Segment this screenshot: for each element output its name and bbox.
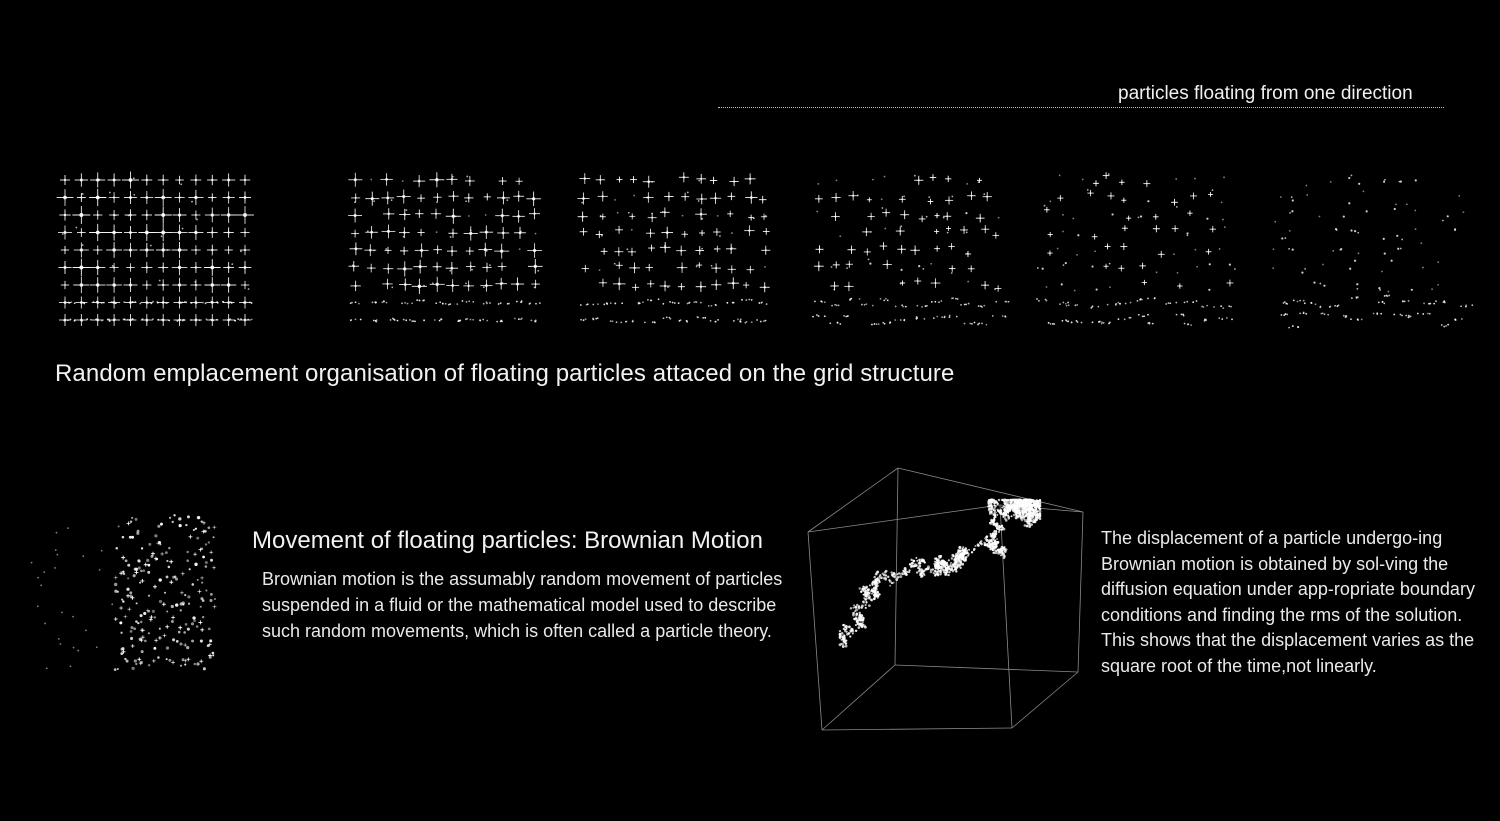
grid-stage-4: [812, 174, 1009, 325]
grid-stage-3: [577, 172, 770, 323]
brownian-motion-title: Movement of floating particles: Brownian Motion: [252, 527, 763, 554]
grid-stage-1: [57, 171, 254, 326]
grid-stage-2: [348, 172, 542, 322]
grid-caption: Random emplacement organisation of floating particles attaced on the grid structure: [55, 360, 955, 387]
direction-dotted-line: [718, 107, 1444, 108]
brownian-motion-description: Brownian motion is the assumably random movement of particles suspended in a fluid or the mathematical model used to describe such random movements, which is often called a particle theory.: [262, 569, 783, 641]
direction-label: particles floating from one direction: [1118, 83, 1413, 104]
grid-particle-sequence: [0, 150, 1500, 340]
displacement-description: The displacement of a particle undergo-ing Brownian motion is obtained by sol-ving the diffusion equation under app-ropriate boundary conditions and finding the rms of the solution. This shows that the displacement varies as the square root of the time,not linearly.: [1101, 528, 1475, 676]
grid-stage-5: [1036, 172, 1236, 326]
scattered-particles-figure: [30, 505, 230, 685]
grid-stage-6: [1272, 175, 1473, 329]
brownian-path-cube: [800, 460, 1090, 740]
